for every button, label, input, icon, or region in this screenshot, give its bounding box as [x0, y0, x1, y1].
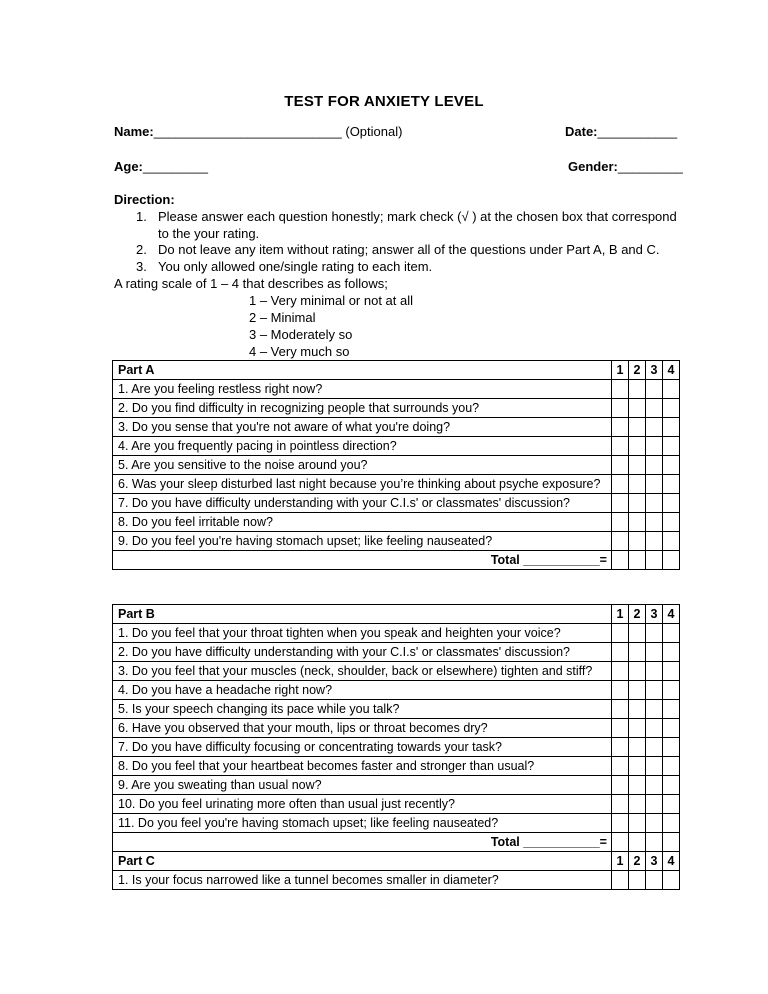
rating-box[interactable] [663, 380, 680, 399]
date-label: Date: [565, 124, 598, 139]
rating-header-1: 1 [612, 605, 629, 624]
rating-box[interactable] [646, 513, 663, 532]
gender-field [568, 159, 683, 174]
question-text: 10. Do you feel urinating more often than usual just recently? [113, 795, 612, 814]
rating-box[interactable] [646, 456, 663, 475]
rating-box[interactable] [646, 418, 663, 437]
direction-item-2-text: Do not leave any item without rating; answer all of the questions under Part A, B and C. [158, 242, 660, 257]
rating-box[interactable] [612, 871, 629, 890]
rating-box[interactable] [629, 871, 646, 890]
rating-box[interactable] [629, 624, 646, 643]
table-row [113, 437, 680, 456]
rating-box[interactable] [612, 380, 629, 399]
rating-box[interactable] [646, 643, 663, 662]
table-row [113, 795, 680, 814]
rating-box[interactable] [629, 513, 646, 532]
part-c-header-row [113, 852, 680, 871]
rating-box[interactable] [646, 380, 663, 399]
rating-box[interactable] [629, 418, 646, 437]
table-row [113, 532, 680, 551]
rating-scale-intro: A rating scale of 1 – 4 that describes as follows; [114, 276, 388, 291]
age-blank[interactable]: _________ [142, 159, 208, 174]
rating-box[interactable] [646, 738, 663, 757]
name-field [114, 124, 402, 139]
rating-box[interactable] [663, 871, 680, 890]
rating-box[interactable] [663, 700, 680, 719]
table-row [113, 418, 680, 437]
name-optional-note: (Optional) [345, 124, 403, 139]
rating-box[interactable] [612, 494, 629, 513]
table-row [113, 475, 680, 494]
rating-box[interactable] [663, 662, 680, 681]
question-text: 1. Is your focus narrowed like a tunnel becomes smaller in diameter? [113, 871, 612, 890]
rating-box[interactable] [612, 532, 629, 551]
question-text: 9. Do you feel you're having stomach upset; like feeling nauseated? [113, 532, 612, 551]
question-text: 3. Do you sense that you're not aware of what you're doing? [113, 418, 612, 437]
rating-box[interactable] [629, 456, 646, 475]
rating-box[interactable] [629, 814, 646, 833]
rating-box[interactable] [612, 475, 629, 494]
rating-box[interactable] [629, 776, 646, 795]
rating-box[interactable] [629, 738, 646, 757]
rating-box[interactable] [663, 624, 680, 643]
rating-header-2: 2 [629, 852, 646, 871]
rating-box[interactable] [612, 418, 629, 437]
table-row [113, 662, 680, 681]
total-row [113, 833, 680, 852]
direction-item-2-number: 2. [136, 242, 147, 257]
rating-box[interactable] [663, 532, 680, 551]
rating-box[interactable] [663, 513, 680, 532]
table-row [113, 814, 680, 833]
rating-box[interactable] [646, 681, 663, 700]
rating-box[interactable] [663, 475, 680, 494]
part-a-header-row [113, 361, 680, 380]
rating-box[interactable] [663, 456, 680, 475]
rating-header-3: 3 [646, 605, 663, 624]
rating-box[interactable] [612, 776, 629, 795]
rating-header-3: 3 [646, 852, 663, 871]
table-row [113, 399, 680, 418]
rating-box[interactable] [663, 795, 680, 814]
part-a-label: Part A [113, 361, 612, 380]
rating-box[interactable] [663, 643, 680, 662]
part-b-header-row [113, 605, 680, 624]
gender-label: Gender: [568, 159, 618, 174]
rating-header-4: 4 [663, 605, 680, 624]
question-text: 7. Do you have difficulty understanding with your C.I.s' or classmates' discussion? [113, 494, 612, 513]
name-blank[interactable]: __________________________ [153, 124, 342, 139]
question-text: 1. Are you feeling restless right now? [113, 380, 612, 399]
rating-box[interactable] [663, 776, 680, 795]
direction-heading: Direction: [114, 192, 175, 207]
question-text: 9. Are you sweating than usual now? [113, 776, 612, 795]
rating-box[interactable] [646, 871, 663, 890]
rating-box[interactable] [612, 437, 629, 456]
rating-box[interactable] [629, 475, 646, 494]
question-text: 8. Do you feel irritable now? [113, 513, 612, 532]
part-b-label: Part B [113, 605, 612, 624]
part-c-label: Part C [113, 852, 612, 871]
question-text: 2. Do you find difficulty in recognizing people that surrounds you? [113, 399, 612, 418]
empty-cell [612, 551, 629, 570]
rating-box[interactable] [612, 738, 629, 757]
table-row [113, 380, 680, 399]
table-row [113, 719, 680, 738]
question-text: 6. Have you observed that your mouth, lips or throat becomes dry? [113, 719, 612, 738]
question-text: 11. Do you feel you're having stomach upset; like feeling nauseated? [113, 814, 612, 833]
part-b-table [112, 604, 680, 890]
rating-scale-item: 3 – Moderately so [249, 327, 353, 342]
rating-box[interactable] [629, 643, 646, 662]
question-text: 5. Is your speech changing its pace while you talk? [113, 700, 612, 719]
rating-scale-item: 2 – Minimal [249, 310, 316, 325]
rating-box[interactable] [629, 399, 646, 418]
rating-box[interactable] [646, 757, 663, 776]
rating-box[interactable] [646, 814, 663, 833]
rating-box[interactable] [612, 700, 629, 719]
empty-cell [646, 551, 663, 570]
empty-cell [663, 551, 680, 570]
rating-box[interactable] [629, 532, 646, 551]
rating-box[interactable] [629, 380, 646, 399]
rating-header-4: 4 [663, 361, 680, 380]
rating-box[interactable] [629, 681, 646, 700]
rating-box[interactable] [629, 494, 646, 513]
age-label: Age: [114, 159, 143, 174]
empty-cell [612, 833, 629, 852]
age-field [114, 159, 208, 174]
rating-box[interactable] [646, 719, 663, 738]
question-text: 1. Do you feel that your throat tighten when you speak and heighten your voice? [113, 624, 612, 643]
rating-header-2: 2 [629, 605, 646, 624]
table-row [113, 513, 680, 532]
rating-box[interactable] [646, 776, 663, 795]
rating-box[interactable] [663, 399, 680, 418]
question-text: 8. Do you feel that your heartbeat becomes faster and stronger than usual? [113, 757, 612, 776]
rating-box[interactable] [646, 795, 663, 814]
part-a-table [112, 360, 680, 570]
rating-box[interactable] [629, 795, 646, 814]
date-field [565, 124, 677, 139]
rating-box[interactable] [663, 418, 680, 437]
rating-box[interactable] [612, 399, 629, 418]
rating-box[interactable] [612, 662, 629, 681]
rating-box[interactable] [663, 757, 680, 776]
rating-box[interactable] [612, 456, 629, 475]
direction-item-1-number: 1. [136, 209, 147, 224]
rating-box[interactable] [646, 624, 663, 643]
rating-box[interactable] [612, 643, 629, 662]
rating-box[interactable] [629, 700, 646, 719]
rating-header-1: 1 [612, 852, 629, 871]
rating-header-1: 1 [612, 361, 629, 380]
table-row [113, 757, 680, 776]
table-row [113, 738, 680, 757]
page-title: TEST FOR ANXIETY LEVEL [284, 93, 484, 110]
question-text: 2. Do you have difficulty understanding with your C.I.s' or classmates' discussion? [113, 643, 612, 662]
rating-box[interactable] [612, 624, 629, 643]
rating-scale-item: 1 – Very minimal or not at all [249, 293, 414, 308]
rating-box[interactable] [629, 757, 646, 776]
empty-cell [629, 551, 646, 570]
rating-box[interactable] [646, 437, 663, 456]
table-row [113, 624, 680, 643]
rating-box[interactable] [629, 719, 646, 738]
rating-box[interactable] [663, 681, 680, 700]
question-text: 7. Do you have difficulty focusing or concentrating towards your task? [113, 738, 612, 757]
rating-box[interactable] [629, 437, 646, 456]
rating-box[interactable] [612, 513, 629, 532]
rating-box[interactable] [646, 532, 663, 551]
table-row [113, 681, 680, 700]
date-blank[interactable]: ___________ [597, 124, 678, 139]
rating-box[interactable] [646, 475, 663, 494]
total-row [113, 551, 680, 570]
table-row [113, 776, 680, 795]
rating-box[interactable] [629, 662, 646, 681]
table-row [113, 643, 680, 662]
table-row [113, 456, 680, 475]
rating-box[interactable] [663, 719, 680, 738]
rating-header-2: 2 [629, 361, 646, 380]
empty-cell [646, 833, 663, 852]
direction-item-3-number: 3. [136, 259, 147, 274]
rating-scale-item: 4 – Very much so [249, 344, 350, 359]
direction-item-1-text: Please answer each question honestly; mark check (√ ) at the chosen box that correspond to the your rating. [158, 209, 677, 241]
rating-box[interactable] [646, 399, 663, 418]
table-row [113, 494, 680, 513]
rating-box[interactable] [663, 814, 680, 833]
rating-box[interactable] [612, 719, 629, 738]
question-text: 4. Do you have a headache right now? [113, 681, 612, 700]
rating-header-3: 3 [646, 361, 663, 380]
question-text: 3. Do you feel that your muscles (neck, shoulder, back or elsewhere) tighten and stiff? [113, 662, 612, 681]
direction-item-3-text: You only allowed one/single rating to each item. [158, 259, 433, 274]
rating-box[interactable] [663, 494, 680, 513]
rating-box[interactable] [663, 738, 680, 757]
table-row [113, 700, 680, 719]
empty-cell [663, 833, 680, 852]
rating-box[interactable] [663, 437, 680, 456]
gender-blank[interactable]: _________ [617, 159, 683, 174]
total-label[interactable]: Total ___________= [113, 833, 612, 852]
rating-box[interactable] [612, 814, 629, 833]
empty-cell [629, 833, 646, 852]
rating-box[interactable] [646, 700, 663, 719]
rating-box[interactable] [646, 494, 663, 513]
rating-box[interactable] [612, 757, 629, 776]
question-text: 6. Was your sleep disturbed last night because you’re thinking about psyche exposure? [113, 475, 612, 494]
rating-box[interactable] [612, 681, 629, 700]
name-label: Name: [114, 124, 154, 139]
total-label[interactable]: Total ___________= [113, 551, 612, 570]
rating-box[interactable] [646, 662, 663, 681]
table-row [113, 871, 680, 890]
rating-box[interactable] [612, 795, 629, 814]
rating-header-4: 4 [663, 852, 680, 871]
question-text: 4. Are you frequently pacing in pointless direction? [113, 437, 612, 456]
question-text: 5. Are you sensitive to the noise around you? [113, 456, 612, 475]
